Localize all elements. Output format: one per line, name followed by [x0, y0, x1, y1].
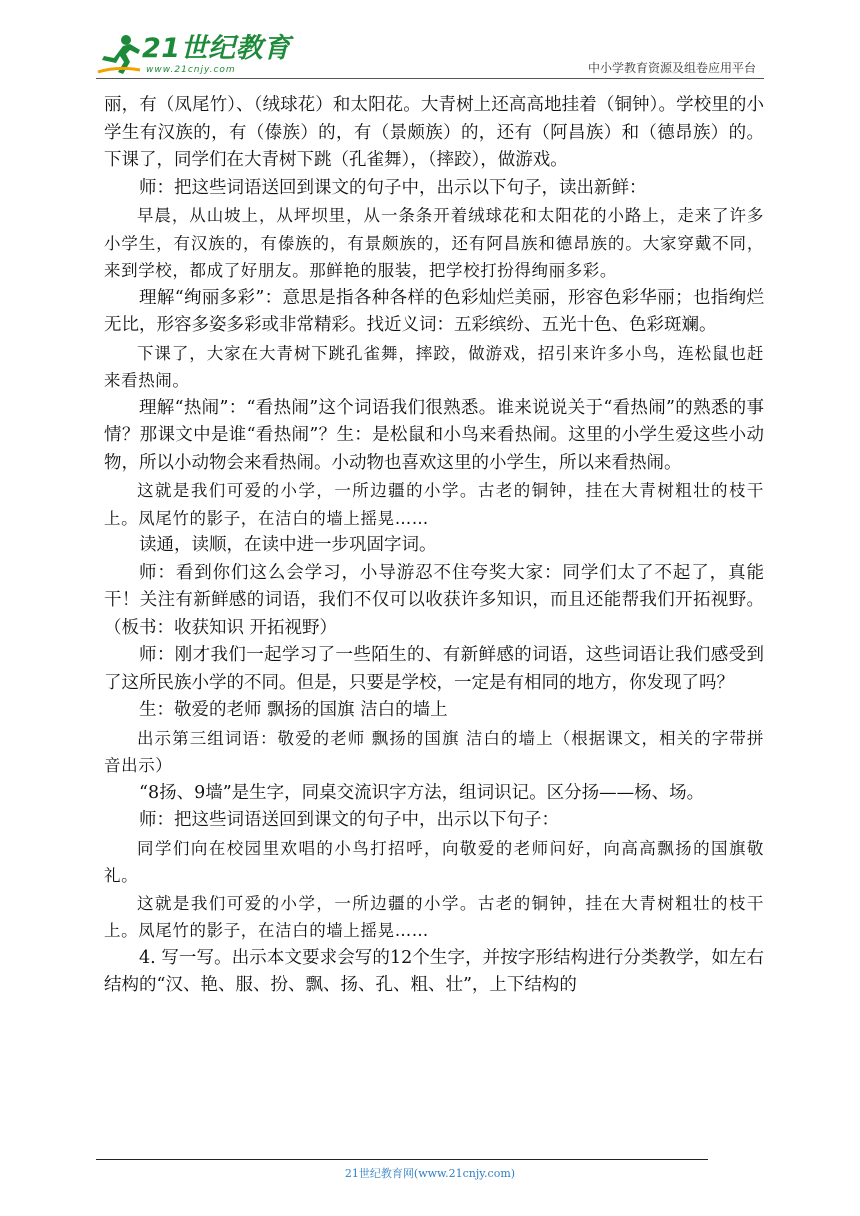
- paragraph: 理解“热闹”：“看热闹”这个词语我们很熟悉。谁来说说关于“看热闹”的熟悉的事情？那课文中是谁“看热闹”？生：是松鼠和小鸟来看热闹。这里的小学生爱这些小动物，所以小动物会来看热闹。小动物也喜欢这里的小学生，所以来看热闹。: [104, 397, 764, 473]
- paragraph: 理解“绚丽多彩”：意思是指各种各样的色彩灿烂美丽，形容色彩华丽；也指绚烂无比，形容多姿多彩或非常精彩。找近义词：五彩缤纷、五光十色、色彩斑斓。: [104, 287, 764, 335]
- paragraph: 同学们向在校园里欢唱的小鸟打招呼，向敬爱的老师问好，向高高飘扬的国旗敬礼。: [104, 838, 764, 885]
- paragraph: 师：看到你们这么会学习，小导游忍不住夸奖大家：同学们太了不起了，真能干！关注有新鲜感的词语，我们不仅可以收获许多知识，而且还能帮我们开拓视野。（板书：收获知识 开拓视野）: [104, 562, 764, 638]
- footer-text[interactable]: 21世纪教育网(www.21cnjy.com): [344, 1167, 516, 1180]
- paragraph: 生：敬爱的老师 飘扬的国旗 洁白的墙上: [139, 700, 448, 720]
- site-logo[interactable]: [96, 28, 291, 80]
- logo-wordmark: 21世纪教育: [142, 33, 291, 64]
- platform-name: 中小学教育资源及组卷应用平台: [587, 61, 756, 75]
- paragraph: “8扬、9墙”是生字，同桌交流识字方法，组词识记。区分扬——杨、场。: [139, 782, 705, 803]
- logo-url: www.21cnjy.com: [146, 65, 236, 75]
- paragraph: 出示第三组词语：敬爱的老师 飘扬的国旗 洁白的墙上（根据课文，相关的字带拼音出示）: [104, 728, 764, 775]
- footer-divider: [96, 1159, 708, 1160]
- paragraph: 读通，读顺，在读中进一步巩固字词。: [139, 535, 437, 555]
- paragraph: 丽，有（凤尾竹）、（绒球花）和太阳花。大青树上还高高地挂着（铜钟）。学校里的小学生有汉族的，有（傣族）的，有（景颇族）的，还有（阿昌族）和（德昂族）的。下课了，同学们在大青树下跳（孔雀舞），（摔跤），做游戏。: [104, 95, 764, 170]
- paragraph: 4. 写一写。出示本文要求会写的12个生字，并按字形结构进行分类教学，如左右结构的“汉、艳、服、扮、飘、扬、孔、粗、壮”，上下结构的: [104, 947, 764, 995]
- paragraph: 师：把这些词语送回到课文的句子中，出示以下句子：: [139, 810, 559, 830]
- document-body: [104, 92, 764, 1000]
- paragraph: 早晨，从山坡上，从坪坝里，从一条条开着绒球花和太阳花的小路上，走来了许多小学生，有汉族的，有傣族的，有景颇族的，还有阿昌族和德昂族的。大家穿戴不同，来到学校，都成了好朋友。那鲜艳的服装，把学校打扮得绚丽多彩。: [104, 206, 764, 280]
- header-divider: [96, 78, 764, 79]
- page-header: [0, 0, 860, 90]
- paragraph: 这就是我们可爱的小学，一所边疆的小学。古老的铜钟，挂在大青树粗壮的枝干上。凤尾竹的影子，在洁白的墙上摇晃……: [104, 893, 764, 940]
- paragraph: 下课了，大家在大青树下跳孔雀舞，摔跤，做游戏，招引来许多小鸟，连松鼠也赶来看热闹。: [104, 343, 764, 390]
- runner-logo-icon: [96, 32, 142, 76]
- paragraph: 师：把这些词语送回到课文的句子中，出示以下句子，读出新鲜：: [139, 177, 647, 198]
- paragraph: 师：刚才我们一起学习了一些陌生的、有新鲜感的词语，这些词语让我们感受到了这所民族小学的不同。但是，只要是学校，一定是有相同的地方，你发现了吗？: [104, 645, 764, 693]
- paragraph: 这就是我们可爱的小学，一所边疆的小学。古老的铜钟，挂在大青树粗壮的枝干上。凤尾竹的影子，在洁白的墙上摇晃……: [104, 481, 764, 528]
